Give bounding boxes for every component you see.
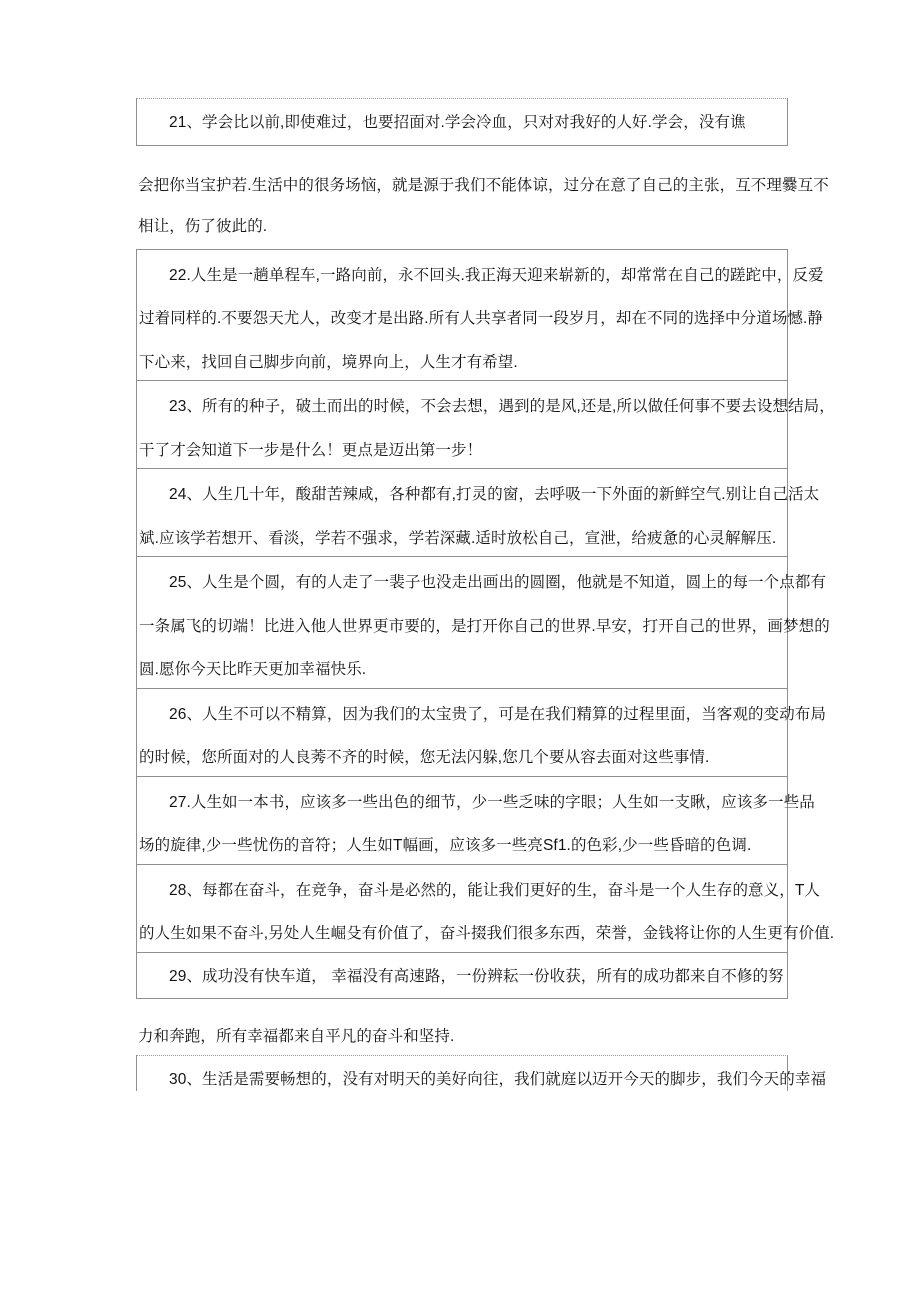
paragraph-25-line-3: 圆.愿你今天比昨天更加幸福快乐. — [139, 661, 367, 678]
paragraph-box-22 — [136, 249, 824, 382]
paragraph-23-line-1: 23、所有的种子，破土而出的时候，不会去想，遇到的是风,还是,所以做任何事不要去设想结局， — [169, 398, 835, 415]
paragraph-21-line-1: 21、学会比以前,即使难过，也要招面对.学会冷血，只对对我好的人好.学会，没有谯 — [169, 114, 746, 131]
spacer-27-a — [139, 810, 785, 838]
flow-29-line-1: 力和奔跑，所有幸福都来自平凡的奋斗和坚持. — [138, 1028, 455, 1045]
paragraph-box-29-inner — [137, 953, 787, 999]
spacer-24-a — [139, 503, 785, 531]
paragraph-box-28 — [136, 865, 835, 953]
paragraph-flow-21-continued — [136, 176, 829, 235]
paragraph-box-29 — [136, 953, 788, 1000]
spacer-26-a — [139, 722, 785, 750]
spacer-22-b — [139, 327, 785, 355]
spacer-before-22 — [136, 235, 788, 249]
paragraph-24-line-1: 24、人生几十年，酸甜苦辣咸，各种都有,打灵的窗，去呼吸一下外面的新鲜空气.别让自己活太 — [169, 486, 820, 503]
spacer-23-a — [139, 415, 785, 443]
flow-21-line-2: 相让，伤了彼此的. — [138, 218, 268, 235]
paragraph-flow-29-continued — [136, 1029, 788, 1045]
paragraph-box-26-inner — [137, 689, 827, 776]
paragraph-29-line-1: 29、成功没有快车道， 幸福没有高速路，一份辨耘一份收获，所有的成功都来自不修的努 — [169, 967, 784, 985]
flow-21-line-1: 会把你当宝护若.生活中的很务场恼，就是源于我们不能体谅，过分在意了自己的主张，互不理爨互不 — [138, 176, 829, 194]
paragraph-28-line-1: 28、每都在奋斗，在竞争，奋斗是必然的，能让我们更好的生，奋斗是一个人生存的意义，T人 — [169, 881, 821, 899]
paragraph-box-30-inner — [137, 1056, 827, 1092]
paragraph-box-27-inner — [137, 777, 815, 864]
paragraph-box-25 — [136, 557, 830, 689]
spacer-25-a — [139, 591, 785, 619]
paragraph-box-23-inner — [137, 381, 835, 468]
paragraph-24-line-2: 斌.应该学若想开、看淡，学若不强求，学若深藏.适时放松自己，宣泄，给疲惫的心灵解解压. — [139, 529, 777, 547]
paragraph-box-24-inner — [137, 469, 820, 556]
paragraph-box-21-inner — [137, 99, 787, 145]
paragraph-box-21 — [136, 98, 788, 146]
paragraph-30-line-1: 30、生活是需要畅想的，没有对明天的美好向往，我们就庭以迈开今天的脚步，我们今天的幸福 — [169, 1070, 827, 1088]
paragraph-26-line-1: 26、人生不可以不精算，因为我们的太宝贵了，可是在我们精算的过程里面，当客观的变动布局 — [169, 705, 827, 723]
paragraph-box-24 — [136, 469, 820, 557]
paragraph-box-25-inner — [137, 557, 830, 688]
paragraph-28-line-2: 的人生如果不奋斗,另处人生崛殳有价值了，奋斗掇我们很多东西，荣誉，金钱将让你的人生更有价值. — [139, 925, 835, 942]
paragraph-box-26 — [136, 689, 827, 777]
spacer-22-a — [139, 283, 785, 311]
paragraph-26-line-2: 的时候，您所面对的人良莠不齐的时候，您无法闪躲,您几个要从容去面对这些事情. — [139, 749, 710, 766]
paragraph-box-23 — [136, 381, 835, 469]
spacer-after-29 — [136, 999, 788, 1029]
document-content — [136, 98, 835, 1091]
paragraph-25-line-2: 一条属飞的切端！比进入他人世界更市要的，是打开你自己的世界.早安，打开自己的世界，画梦想的 — [139, 617, 830, 635]
paragraph-27-line-2: 场的旋律,少一些忧伤的音符；人生如T幅画，应该多一些亮Sf1.的色彩,少一些昏暗的色调. — [139, 837, 752, 854]
paragraph-22-line-3: 下心来，找回自己脚步向前，境界向上，人生才有希望. — [139, 353, 518, 371]
paragraph-box-30 — [136, 1055, 827, 1092]
paragraph-box-22-inner — [137, 250, 824, 381]
spacer-before-30 — [136, 1045, 788, 1055]
spacer-flow-21 — [136, 193, 788, 219]
spacer-after-21 — [136, 146, 788, 178]
spacer-28-a — [139, 898, 785, 926]
paragraph-27-line-1: 27.人生如一本书，应该多一些出色的细节，少一些乏味的字眼；人生如一支瞅，应该多一些品 — [169, 793, 815, 811]
paragraph-box-28-inner — [137, 865, 835, 952]
paragraph-25-line-1: 25、人生是个圆，有的人走了一裴子也没走出画出的圆圈，他就是不知道，圆上的每一个点都有 — [169, 574, 827, 591]
paragraph-box-27 — [136, 777, 815, 865]
paragraph-22-line-2: 过着同样的.不要怨天尤人，改变才是出路.所有人共享者同一段岁月，却在不同的选择中分道场憾.静 — [139, 310, 824, 327]
spacer-25-b — [139, 634, 785, 662]
paragraph-22-line-1: 22.人生是一趟单程车,一路向前，永不回头.我正海天迎来崭新的，却常常在自己的蹉跎中，反爱 — [169, 266, 824, 284]
paragraph-23-line-2: 干了才会知道下一步是什么！更点是迈出第一步！ — [139, 441, 483, 459]
